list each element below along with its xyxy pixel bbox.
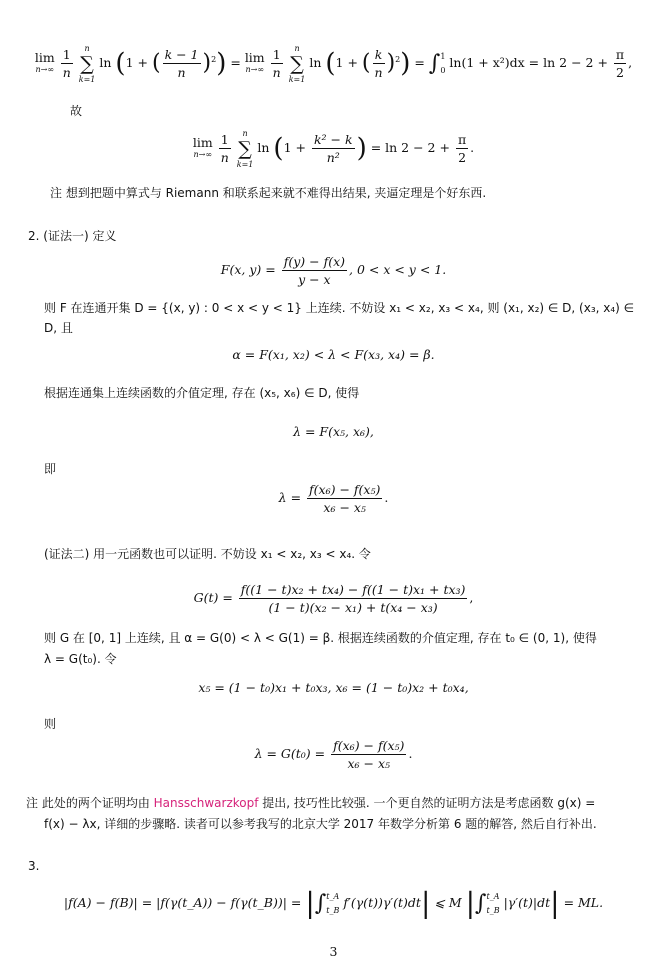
frac-den: n²	[326, 150, 340, 165]
abs-bar: |	[550, 886, 560, 920]
integrand2: |γ′(t)|dt	[503, 895, 551, 910]
one-plus: 1 +	[125, 55, 148, 71]
frac-num: k − 1	[164, 47, 199, 63]
equation-path-integral	[0, 880, 667, 926]
le-m: ⩽ M	[434, 895, 462, 910]
sum-bottom: k=1	[78, 74, 96, 84]
comma: ,	[469, 590, 474, 605]
paren-close: )	[216, 48, 227, 79]
frac-den: n	[62, 65, 71, 81]
ze-label: 则	[44, 717, 57, 731]
inner-paren-close: )	[202, 50, 212, 76]
frac-num: k	[373, 46, 385, 64]
lim-text: lim	[192, 134, 213, 150]
equals: =	[230, 55, 241, 71]
frac-den: n	[220, 150, 229, 165]
note-proofs-line2: f(x) − λx, 详细的步骤略. 读者可以参考我写的北京大学 2017 年数学分析第 6 题的解答, 然后自行补出.	[44, 817, 597, 831]
equation-G-definition	[0, 576, 667, 620]
problem2-intro: 2. (证法一) 定义	[28, 229, 117, 243]
note2-pre: 注 此处的两个证明均由	[26, 796, 150, 810]
frac-num: π	[615, 47, 625, 63]
G-lhs: G(t) =	[193, 590, 233, 605]
problem2-method2: (证法二) 用一元函数也可以证明. 不妨设 x₁ < x₂, x₃ < x₄. 令	[44, 547, 371, 561]
integral-sign: ∫	[314, 890, 327, 916]
lim-text: lim	[244, 49, 265, 65]
frac-den: x₆ − x₅	[323, 500, 366, 515]
problem3-label: 3.	[28, 859, 40, 873]
equation-alpha-beta: α = F(x₁, x₂) < λ < F(x₃, x₄) = β.	[232, 347, 435, 362]
equation-lambda-fraction	[0, 478, 667, 518]
one-plus: 1 +	[283, 140, 306, 155]
ln-text: ln	[99, 55, 112, 71]
F-condition: , 0 < x < y < 1.	[349, 262, 447, 277]
lim-sub: n→∞	[245, 64, 264, 74]
frac-den: n	[177, 65, 186, 81]
paren-close: )	[356, 133, 367, 164]
sum-top: n	[294, 43, 300, 53]
sum-bottom: k=1	[236, 159, 254, 169]
period: .	[384, 490, 389, 505]
one-plus: 1 +	[335, 55, 358, 71]
gu-label: 故	[70, 104, 83, 118]
problem2-line3: 根据连通集上连续函数的介值定理, 存在 (x₅, x₆) ∈ D, 使得	[44, 386, 360, 400]
ji-label: 即	[44, 462, 57, 476]
paren-close: )	[400, 48, 411, 79]
equation-lambda-G	[0, 732, 667, 776]
author-link[interactable]: Hansschwarzkopf	[153, 796, 259, 810]
equation-lambda-F: λ = F(x₅, x₆),	[293, 424, 374, 439]
sum-symbol: ∑	[238, 137, 252, 160]
page-number: 3	[329, 944, 338, 959]
sum-bottom: k=1	[288, 74, 306, 84]
int-top: t_A	[486, 891, 500, 901]
paren-open: (	[273, 133, 284, 164]
lim-sub: n→∞	[35, 64, 55, 74]
frac-num: f(x₆) − f(x₅)	[309, 482, 381, 497]
note-proofs	[26, 792, 646, 814]
frac-den: x₆ − x₅	[347, 756, 391, 771]
problem2-line4: 则 G 在 [0, 1] 上连续, 且 α = G(0) < λ < G(1) = β. 根据连续函数的介值定理, 存在 t₀ ∈ (0, 1), 使得	[44, 631, 597, 645]
frac-num: f((1 − t)x₂ + tx₄) − f((1 − t)x₁ + tx₃)	[240, 582, 466, 597]
period: .	[470, 140, 475, 155]
int-bottom: t_B	[486, 905, 500, 915]
lim-text: lim	[34, 49, 55, 65]
rhs: = ln 2 − 2 +	[370, 140, 450, 155]
frac-num: f(y) − f(x)	[283, 254, 345, 269]
int-top: 1	[440, 51, 446, 61]
frac-num: k² − k	[313, 132, 353, 147]
equation-x5-x6: x₅ = (1 − t₀)x₁ + t₀x₃, x₆ = (1 − t₀)x₂ + t₀x₄,	[198, 680, 469, 695]
note2-post: 提出, 技巧性比较强. 一个更自然的证明方法是考虑函数 g(x) =	[262, 796, 596, 810]
eq3-rhs: = ML.	[563, 895, 604, 910]
equation-riemann-sum	[0, 30, 667, 90]
frac-num: 1	[271, 46, 283, 64]
equals: =	[414, 55, 425, 71]
paren-open: (	[115, 48, 126, 79]
sum-symbol: ∑	[290, 52, 304, 75]
frac-den: n	[272, 65, 281, 81]
note-riemann: 注 想到把题中算式与 Riemann 和联系起来就不难得出结果, 夹逼定理是个好东西.	[50, 186, 487, 200]
integral-sign: ∫	[475, 890, 487, 916]
abs-bar: |	[305, 886, 315, 920]
abs-bar: |	[420, 886, 431, 920]
frac-den: 2	[458, 150, 467, 165]
square-exp: 2	[211, 55, 217, 64]
ln-text: ln	[309, 55, 322, 71]
frac-num: f(x₆) − f(x₅)	[333, 738, 405, 753]
inner-paren-open: (	[361, 50, 371, 76]
sum-top: n	[84, 43, 90, 53]
lambda-lhs: λ =	[278, 490, 302, 505]
integral-sign: ∫	[428, 50, 441, 76]
period: .	[408, 746, 413, 761]
equation-F-definition	[0, 250, 667, 290]
int-bottom: 0	[440, 65, 446, 75]
int-top: t_A	[326, 891, 340, 901]
problem2-line1: 则 F 在连通开集 D = {(x, y) : 0 < x < y < 1} 上连续. 不妨设 x₁ < x₂, x₃ < x₄, 则 (x₁, x₂) ∈ D, (x₃, x₄) ∈	[44, 301, 635, 315]
square-exp: 2	[395, 55, 401, 64]
sum-symbol: ∑	[80, 52, 94, 75]
int-bottom: t_B	[326, 905, 340, 915]
ln-text: ln	[257, 140, 270, 155]
problem2-line5: λ = G(t₀). 令	[44, 652, 117, 666]
eq3-lhs: |f(A) − f(B)| = |f(γ(t_A)) − f(γ(t_B))| =	[63, 895, 302, 910]
integrand1: f′(γ(t))γ′(t)dt	[343, 895, 421, 910]
problem2-line2: D, 且	[44, 321, 73, 335]
equation-limit-result	[0, 120, 667, 176]
frac-num: 1	[219, 131, 231, 149]
frac-den: n	[374, 65, 383, 81]
frac-num: π	[457, 132, 467, 147]
frac-den: (1 − t)(x₂ − x₁) + t(x₄ − x₃)	[268, 600, 438, 615]
frac-den: 2	[616, 65, 624, 81]
lambda-G-lhs: λ = G(t₀) =	[254, 746, 326, 761]
integrand: ln(1 + x²)dx = ln 2 − 2 +	[449, 55, 608, 71]
comma: ,	[628, 55, 633, 71]
inner-paren-close: )	[386, 50, 396, 76]
abs-bar: |	[465, 886, 476, 920]
sum-top: n	[242, 128, 248, 138]
paren-open: (	[325, 48, 336, 79]
lim-sub: n→∞	[193, 149, 213, 159]
F-lhs: F(x, y) =	[220, 262, 276, 277]
frac-num: 1	[61, 46, 73, 64]
inner-paren-open: (	[151, 50, 161, 76]
frac-den: y − x	[298, 272, 331, 287]
